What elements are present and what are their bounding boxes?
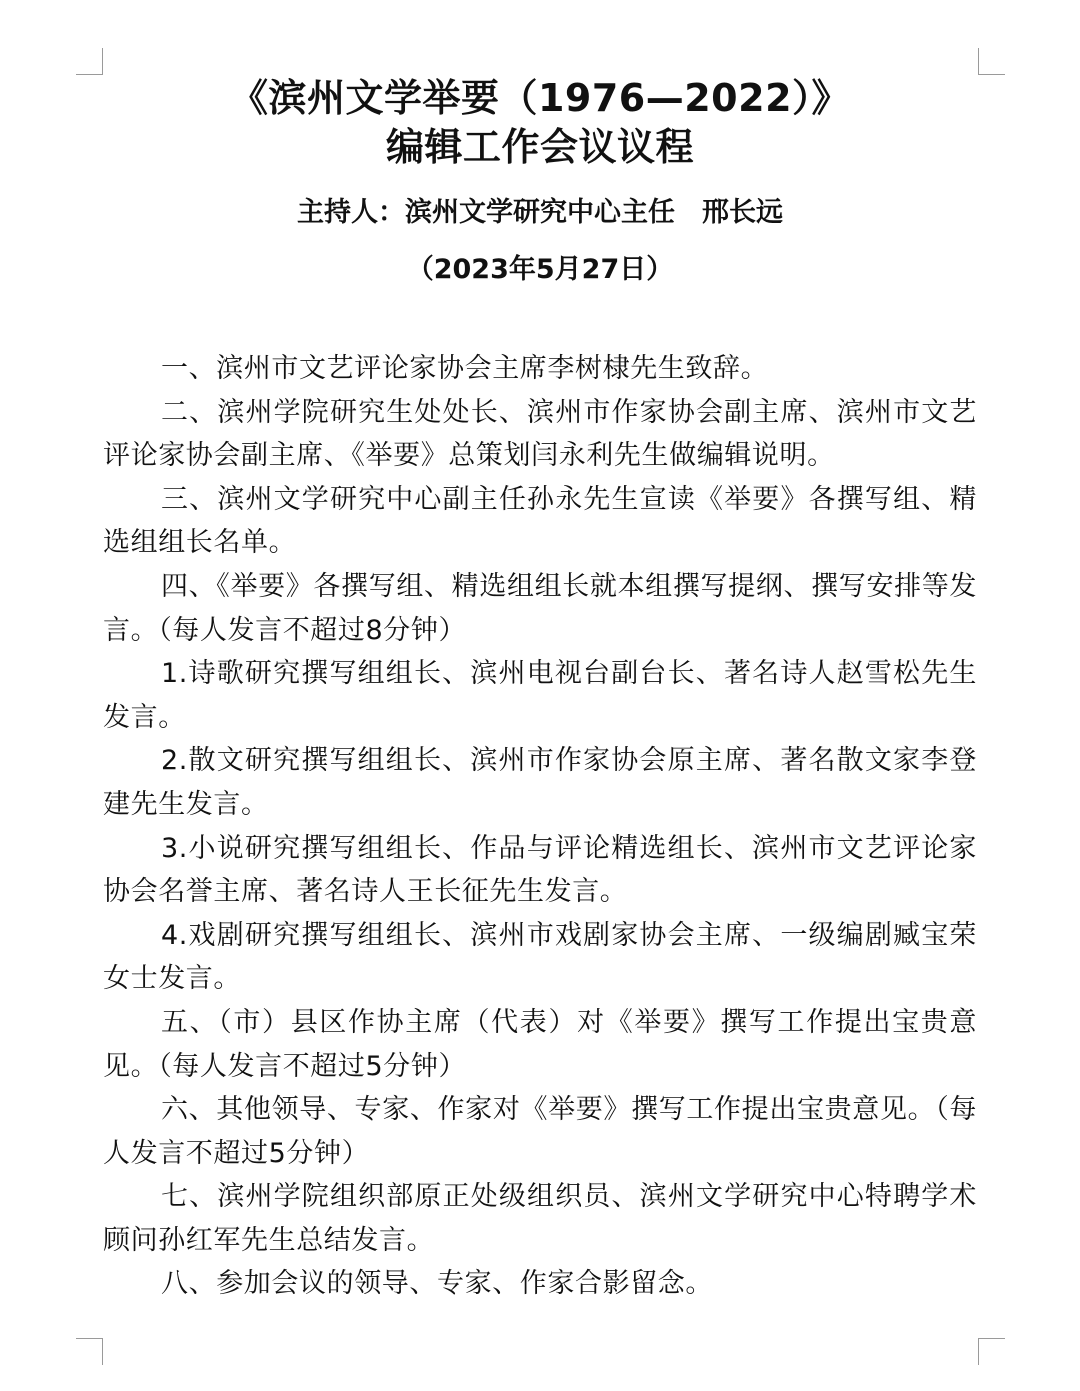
agenda-item-3: 三、滨州文学研究中心副主任孙永先生宣读《举要》各撰写组、精选组组长名单。: [103, 483, 977, 559]
agenda-list: [103, 347, 977, 1306]
agenda-item-5: 五、（市）县区作协主席（代表）对《举要》撰写工作提出宝贵意见。（每人发言不超过5分钟）: [103, 1006, 977, 1082]
agenda-item-6: 六、其他领导、专家、作家对《举要》撰写工作提出宝贵意见。（每人发言不超过5分钟）: [103, 1094, 977, 1169]
agenda-subitem-prose: 2.散文研究撰写组组长、滨州市作家协会原主席、著名散文家李登建先生发言。: [103, 745, 977, 820]
agenda-subitem-poetry: 1.诗歌研究撰写组组长、滨州电视台副台长、著名诗人赵雪松先生发言。: [103, 658, 977, 733]
agenda-subitem-fiction: 3.小说研究撰写组组长、作品与评论精选组长、滨州市文艺评论家协会名誉主席、著名诗人王长征先生发言。: [103, 832, 977, 908]
page-corner-mark-bottom-right: [978, 1338, 1005, 1365]
document-title: 《滨州文学举要（1976—2022）》: [229, 76, 851, 120]
page-corner-mark-bottom-left: [76, 1338, 103, 1365]
page-corner-mark-top-right: [978, 48, 1005, 75]
agenda-subitem-drama: 4.戏剧研究撰写组组长、滨州市戏剧家协会主席、一级编剧臧宝荣女士发言。: [103, 919, 977, 995]
agenda-item-8: 八、参加会议的领导、专家、作家合影留念。: [161, 1268, 713, 1300]
page-corner-mark-top-left: [76, 48, 103, 75]
document-subtitle: 编辑工作会议议程: [385, 125, 694, 169]
agenda-item-4: 四、《举要》各撰写组、精选组组长就本组撰写提纲、撰写安排等发言。（每人发言不超过8分钟）: [103, 570, 977, 646]
meeting-host: 主持人：滨州文学研究中心主任 邢长远: [297, 197, 783, 228]
agenda-item-2: 二、滨州学院研究生处处长、滨州市作家协会副主席、滨州市文艺评论家协会副主席、《举要》总策划闫永利先生做编辑说明。: [103, 396, 977, 472]
agenda-item-7: 七、滨州学院组织部原正处级组织员、滨州文学研究中心特聘学术顾问孙红军先生总结发言。: [103, 1181, 977, 1256]
agenda-item-1: 一、滨州市文艺评论家协会主席李树棣先生致辞。: [161, 353, 769, 384]
meeting-date: （2023年5月27日）: [406, 254, 674, 285]
